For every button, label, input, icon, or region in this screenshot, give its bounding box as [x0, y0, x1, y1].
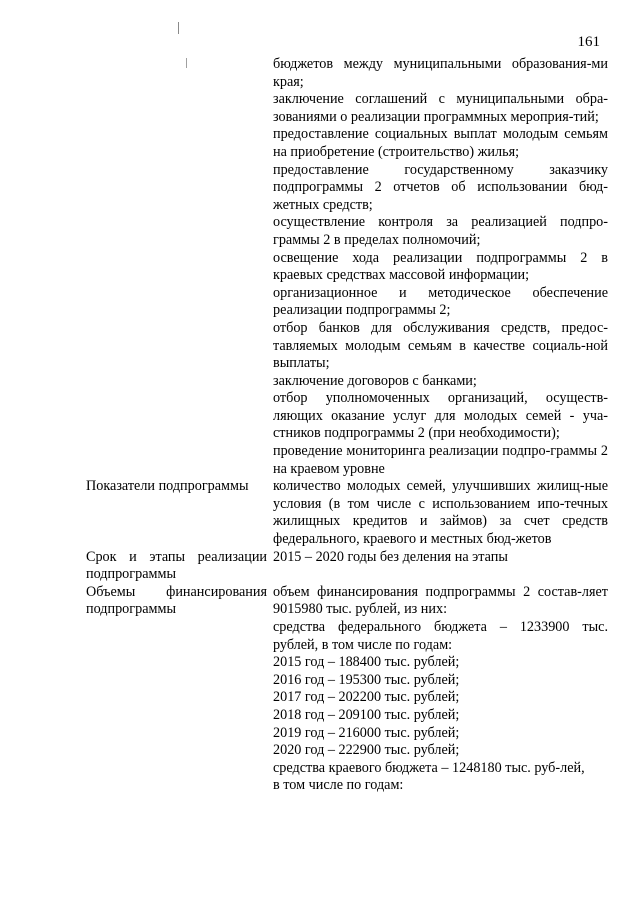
passport-row-timeline: [86, 549, 608, 584]
paragraph: отбор банков для обслуживания средств, предос-тавляемых молодым семьям в качестве социаль-ной выплаты;: [273, 319, 608, 372]
paragraph: заключение соглашений с муниципальными обра-зованиями о реализации программных мероприя-тий;: [273, 91, 608, 125]
paragraph: 2018 год – 209100 тыс. рублей;: [273, 706, 460, 723]
paragraph: количество молодых семей, улучшивших жилищ-ные условия (в том числе с использованием ипо-течных жилищных кредитов и займов) за счет средств федерального, краевого и местных бюд-жетов: [273, 478, 608, 548]
paragraph: 2015 год – 188400 тыс. рублей;: [273, 654, 460, 671]
paragraph: заключение договоров с банками;: [273, 372, 477, 389]
row-label: Срок и этапы реализации подпрограммы: [86, 548, 267, 583]
row-value: [273, 478, 608, 548]
passport-row-financing: [86, 584, 608, 795]
paragraph: в том числе по годам:: [273, 777, 404, 794]
document-body: [86, 56, 608, 795]
paragraph: осуществление контроля за реализацией подпро-граммы 2 в пределах полномочий;: [273, 214, 608, 248]
row-label: [86, 56, 273, 478]
paragraph: бюджетов между муниципальными образования-ми края;: [273, 56, 608, 90]
page-number: 161: [577, 34, 600, 50]
row-value: [273, 584, 608, 795]
paragraph: предоставление государственному заказчику подпрограммы 2 отчетов об использовании бюд-жетных средств;: [273, 161, 608, 213]
paragraph: предоставление социальных выплат молодым семьям на приобретение (строительство) жилья;: [273, 126, 608, 160]
scan-artifact-mark: [178, 22, 179, 34]
paragraph: проведение мониторинга реализации подпро-граммы 2 на краевом уровне: [273, 443, 608, 477]
paragraph: средства федерального бюджета – 1233900 тыс. рублей, в том числе по годам:: [273, 619, 608, 653]
paragraph: отбор уполномоченных организаций, осуществ-ляющих оказание услуг для молодых семей - уча-стников подпрограммы 2 (при необходимости);: [273, 390, 608, 442]
paragraph: 2019 год – 216000 тыс. рублей;: [273, 724, 460, 741]
paragraph: средства краевого бюджета – 1248180 тыс. руб-лей,: [273, 759, 585, 776]
row-label: Объемы финансирования подпрограммы: [86, 583, 267, 618]
paragraph: 2020 год – 222900 тыс. рублей;: [273, 742, 460, 759]
paragraph: 2015 – 2020 годы без деления на этапы: [273, 548, 508, 565]
paragraph: освещение хода реализации подпрограммы 2 в краевых средствах массовой информации;: [273, 249, 608, 284]
paragraph: 2016 год – 195300 тыс. рублей;: [273, 671, 460, 688]
passport-row-indicators: [86, 478, 608, 548]
row-label: Показатели подпрограммы: [86, 478, 249, 495]
paragraph: 2017 год – 202200 тыс. рублей;: [273, 689, 460, 706]
passport-row-activities: [86, 56, 608, 478]
paragraph: организационное и методическое обеспечение реализации подпрограммы 2;: [273, 284, 608, 319]
row-value: [273, 56, 608, 478]
paragraph: объем финансирования подпрограммы 2 состав-ляет 9015980 тыс. рублей, из них:: [273, 583, 608, 618]
row-value: [273, 549, 608, 584]
